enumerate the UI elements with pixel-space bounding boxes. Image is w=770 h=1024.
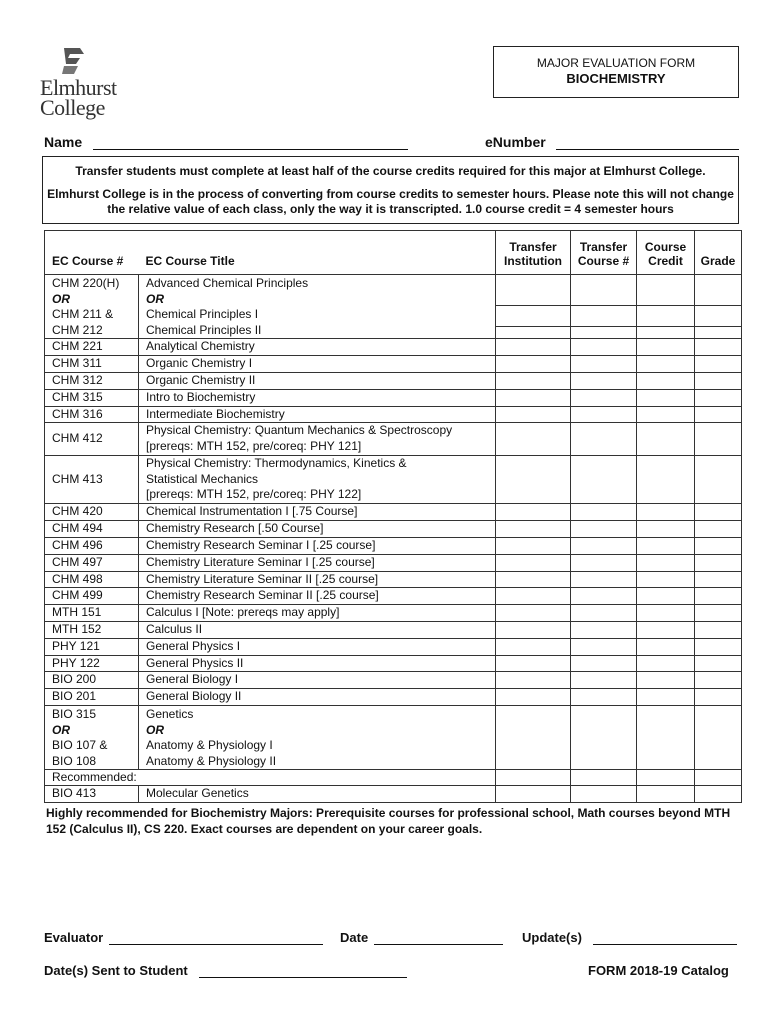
course-title: Advanced Chemical Principles <box>146 276 309 290</box>
updates-field[interactable] <box>593 944 737 945</box>
grade-cell[interactable] <box>695 504 742 521</box>
transfer-institution-cell[interactable] <box>496 423 571 456</box>
course-code: CHM 413 <box>45 455 139 503</box>
course-code: CHM 212 <box>52 322 103 337</box>
transfer-institution-cell[interactable] <box>496 621 571 638</box>
course-credit-cell[interactable] <box>637 504 695 521</box>
table-row <box>45 605 742 622</box>
table-row <box>45 571 742 588</box>
course-title <box>139 571 496 588</box>
course-table <box>44 230 742 803</box>
transfer-institution-cell[interactable] <box>496 372 571 389</box>
enumber-label: eNumber <box>485 134 546 150</box>
entry-slot[interactable] <box>637 275 694 306</box>
course-title <box>139 588 496 605</box>
recommended-row <box>45 770 742 786</box>
transfer-course-cell[interactable] <box>571 455 637 503</box>
course-code: CHM 221 <box>45 339 139 356</box>
transfer-course-cell[interactable] <box>571 770 637 786</box>
entry-slot[interactable] <box>695 275 741 306</box>
header-transfer-course: Transfer Course # <box>571 231 637 275</box>
date-label: Date <box>340 930 369 945</box>
entry-slot[interactable] <box>571 275 636 306</box>
course-credit-cell[interactable] <box>637 786 695 803</box>
course-title-line: Chemical Instrumentation I [.75 Course] <box>146 504 358 519</box>
course-code: BIO 107 & <box>52 738 108 753</box>
course-title <box>139 423 496 456</box>
table-row <box>45 705 742 769</box>
transfer-institution-cell[interactable] <box>496 504 571 521</box>
table-row <box>45 372 742 389</box>
course-code: CHM 220(H) <box>52 276 120 290</box>
grade-cell[interactable] <box>695 770 742 786</box>
entry-slot[interactable] <box>637 306 694 327</box>
course-credit-cell[interactable] <box>637 537 695 554</box>
course-title-line: Chemistry Research Seminar I [.25 course] <box>146 537 376 552</box>
course-credit-cell[interactable] <box>637 521 695 538</box>
evaluator-field[interactable] <box>109 944 323 945</box>
course-credit-cell[interactable] <box>637 770 695 786</box>
transfer-course-cell[interactable] <box>571 705 637 769</box>
notice-line-1: Transfer students must complete at least half of the course credits required for this major at Elmhurst College. <box>75 164 706 178</box>
transfer-institution-cell[interactable] <box>496 275 571 339</box>
grade-cell[interactable] <box>695 588 742 605</box>
enumber-field[interactable] <box>556 149 739 150</box>
course-code: BIO 413 <box>45 786 139 803</box>
transfer-course-cell[interactable] <box>571 423 637 456</box>
transfer-course-cell[interactable] <box>571 372 637 389</box>
grade-cell[interactable] <box>695 455 742 503</box>
grade-cell[interactable] <box>695 275 742 339</box>
course-title <box>139 455 496 503</box>
course-title-line: Intermediate Biochemistry <box>146 406 285 421</box>
course-code: BIO 200 <box>45 672 139 689</box>
transfer-institution-cell[interactable] <box>496 571 571 588</box>
course-credit-cell[interactable] <box>637 655 695 672</box>
course-code: CHM 312 <box>45 372 139 389</box>
course-title <box>139 655 496 672</box>
transfer-course-cell[interactable] <box>571 672 637 689</box>
table-row <box>45 389 742 406</box>
course-rows <box>45 339 742 706</box>
course-code: CHM 494 <box>45 521 139 538</box>
transfer-course-cell[interactable] <box>571 571 637 588</box>
course-credit-cell[interactable] <box>637 275 695 339</box>
name-label: Name <box>44 134 83 150</box>
course-title: Anatomy & Physiology II <box>146 753 277 768</box>
course-title <box>139 537 496 554</box>
table-row <box>45 689 742 706</box>
course-title <box>139 504 496 521</box>
course-credit-cell[interactable] <box>637 339 695 356</box>
grade-cell[interactable] <box>695 521 742 538</box>
transfer-course-cell[interactable] <box>571 339 637 356</box>
table-row <box>45 621 742 638</box>
logo-mark-icon <box>60 46 86 76</box>
grade-cell[interactable] <box>695 638 742 655</box>
transfer-institution-cell[interactable] <box>496 389 571 406</box>
course-title-line: General Biology I <box>146 672 239 687</box>
grade-cell[interactable] <box>695 655 742 672</box>
grade-cell[interactable] <box>695 571 742 588</box>
course-credit-cell[interactable] <box>637 705 695 769</box>
course-title-line: [prereqs: MTH 152, pre/coreq: PHY 122] <box>146 487 362 502</box>
course-title-line: Calculus II <box>146 621 203 636</box>
transfer-course-cell[interactable] <box>571 275 637 339</box>
course-credit-cell[interactable] <box>637 605 695 622</box>
course-credit-cell[interactable] <box>637 455 695 503</box>
course-credit-cell[interactable] <box>637 406 695 423</box>
form-title-box <box>493 46 739 98</box>
course-title: Chemical Principles II <box>146 322 262 337</box>
course-title-line: Physical Chemistry: Quantum Mechanics & Spectroscopy <box>146 423 453 438</box>
transfer-institution-cell[interactable] <box>496 339 571 356</box>
course-title-line: Organic Chemistry I <box>146 356 253 371</box>
transfer-institution-cell[interactable] <box>496 786 571 803</box>
transfer-course-cell[interactable] <box>571 504 637 521</box>
course-code: PHY 122 <box>45 655 139 672</box>
transfer-course-cell[interactable] <box>571 521 637 538</box>
course-code: BIO 201 <box>45 689 139 706</box>
course-code-cell <box>45 275 139 339</box>
table-row <box>45 455 742 503</box>
course-code: PHY 121 <box>45 638 139 655</box>
table-row <box>45 423 742 456</box>
or-label: OR <box>52 291 70 306</box>
transfer-institution-cell[interactable] <box>496 705 571 769</box>
course-title <box>139 672 496 689</box>
transfer-course-cell[interactable] <box>571 786 637 803</box>
course-code: CHM 498 <box>45 571 139 588</box>
form-type-title: MAJOR EVALUATION FORM <box>536 56 696 70</box>
course-code: CHM 412 <box>45 423 139 456</box>
course-title <box>139 605 496 622</box>
course-title-line: General Physics II <box>146 655 244 670</box>
or-label: OR <box>146 722 164 737</box>
transfer-course-cell[interactable] <box>571 554 637 571</box>
course-code-cell <box>45 705 139 769</box>
course-credit-cell[interactable] <box>637 672 695 689</box>
or-label: OR <box>146 291 164 306</box>
name-field[interactable] <box>93 149 408 150</box>
table-row <box>45 537 742 554</box>
transfer-institution-cell[interactable] <box>496 770 571 786</box>
table-row <box>45 406 742 423</box>
table-row <box>45 504 742 521</box>
course-title-line: Chemistry Literature Seminar II [.25 course] <box>146 571 379 586</box>
course-title-line: Calculus I [Note: prereqs may apply] <box>146 605 340 620</box>
course-title-line: General Physics I <box>146 638 241 653</box>
header-ec-course: EC Course # <box>45 231 139 275</box>
course-credit-cell[interactable] <box>637 554 695 571</box>
table-row <box>45 638 742 655</box>
grade-cell[interactable] <box>695 554 742 571</box>
course-title: Molecular Genetics <box>139 786 496 803</box>
course-credit-cell[interactable] <box>637 423 695 456</box>
course-title <box>139 389 496 406</box>
grade-cell[interactable] <box>695 356 742 373</box>
date-field[interactable] <box>374 944 503 945</box>
course-title-line: Physical Chemistry: Thermodynamics, Kinetics & <box>146 455 407 470</box>
table-row <box>45 554 742 571</box>
course-title <box>139 406 496 423</box>
course-title <box>139 521 496 538</box>
course-code: CHM 311 <box>45 356 139 373</box>
grade-cell[interactable] <box>695 423 742 456</box>
course-code: CHM 496 <box>45 537 139 554</box>
course-title <box>139 689 496 706</box>
grade-cell[interactable] <box>695 339 742 356</box>
course-code: CHM 211 & <box>52 307 114 322</box>
entry-slot[interactable] <box>496 306 570 327</box>
grade-cell[interactable] <box>695 406 742 423</box>
entry-slot[interactable] <box>695 306 741 327</box>
course-title-line: General Biology II <box>146 689 242 704</box>
grade-cell[interactable] <box>695 786 742 803</box>
transfer-course-cell[interactable] <box>571 537 637 554</box>
course-title-cell <box>139 275 496 339</box>
table-header-row <box>45 231 742 275</box>
course-code: BIO 315 <box>52 706 97 721</box>
course-title <box>139 554 496 571</box>
grade-cell[interactable] <box>695 605 742 622</box>
course-code: CHM 497 <box>45 554 139 571</box>
transfer-institution-cell[interactable] <box>496 554 571 571</box>
college-logo <box>40 46 140 120</box>
course-title-line: Chemistry Research [.50 Course] <box>146 521 324 536</box>
entry-slot[interactable] <box>571 306 636 327</box>
course-credit-cell[interactable] <box>637 638 695 655</box>
entry-slot[interactable] <box>496 275 570 306</box>
header-ec-title: EC Course Title <box>139 231 496 275</box>
course-code: CHM 420 <box>45 504 139 521</box>
recommended-label: Recommended: <box>45 770 496 786</box>
transfer-institution-cell[interactable] <box>496 672 571 689</box>
course-title-line: Statistical Mechanics <box>146 471 259 486</box>
course-title-line: Chemistry Literature Seminar I [.25 course] <box>146 554 375 569</box>
transfer-institution-cell[interactable] <box>496 605 571 622</box>
course-title <box>139 356 496 373</box>
recommendation-note: Highly recommended for Biochemistry Majors: Prerequisite courses for professional school, Math courses beyond MTH 152 (Calculus II), CS 220. Exact courses are dependent on your career goals. <box>46 806 731 836</box>
course-title-line: [prereqs: MTH 152, pre/coreq: PHY 121] <box>146 438 362 453</box>
course-title <box>139 638 496 655</box>
course-code: CHM 316 <box>45 406 139 423</box>
transfer-institution-cell[interactable] <box>496 406 571 423</box>
table-row <box>45 521 742 538</box>
transfer-institution-cell[interactable] <box>496 638 571 655</box>
transfer-course-cell[interactable] <box>571 689 637 706</box>
header-course-credit: Course Credit <box>637 231 695 275</box>
transfer-course-cell[interactable] <box>571 655 637 672</box>
course-title-line: Intro to Biochemistry <box>146 389 256 404</box>
course-title-line: Organic Chemistry II <box>146 372 256 387</box>
transfer-institution-cell[interactable] <box>496 455 571 503</box>
major-title: BIOCHEMISTRY <box>566 71 666 86</box>
grade-cell[interactable] <box>695 672 742 689</box>
or-label: OR <box>52 722 70 737</box>
logo-text-line1: Elmhurst <box>40 75 117 100</box>
transfer-course-cell[interactable] <box>571 356 637 373</box>
table-row <box>45 275 742 339</box>
transfer-institution-cell[interactable] <box>496 521 571 538</box>
table-row <box>45 356 742 373</box>
course-title <box>139 339 496 356</box>
logo-text-line2: College <box>40 95 105 120</box>
transfer-course-cell[interactable] <box>571 406 637 423</box>
evaluator-label: Evaluator <box>44 930 104 945</box>
transfer-institution-cell[interactable] <box>496 537 571 554</box>
transfer-course-cell[interactable] <box>571 588 637 605</box>
sent-to-student-label: Date(s) Sent to Student <box>44 963 188 978</box>
course-credit-cell[interactable] <box>637 588 695 605</box>
course-title-line: Analytical Chemistry <box>146 339 255 354</box>
course-credit-cell[interactable] <box>637 356 695 373</box>
table-row <box>45 588 742 605</box>
transfer-institution-cell[interactable] <box>496 689 571 706</box>
course-credit-cell[interactable] <box>637 621 695 638</box>
course-credit-cell[interactable] <box>637 689 695 706</box>
table-row <box>45 339 742 356</box>
grade-cell[interactable] <box>695 689 742 706</box>
course-title <box>139 372 496 389</box>
transfer-course-cell[interactable] <box>571 621 637 638</box>
grade-cell[interactable] <box>695 621 742 638</box>
course-code: CHM 315 <box>45 389 139 406</box>
course-code: CHM 499 <box>45 588 139 605</box>
notice-line-2: Elmhurst College is in the process of converting from course credits to semester hours. Please note this will not change the relative value of each class, only the way it is transcripted. 1.0 course credit = 4 semester hours <box>47 187 734 216</box>
course-title: Anatomy & Physiology I <box>146 738 273 753</box>
transfer-notice <box>42 156 739 224</box>
course-credit-cell[interactable] <box>637 571 695 588</box>
sent-to-student-field[interactable] <box>199 977 407 978</box>
course-code: MTH 152 <box>45 621 139 638</box>
course-code: MTH 151 <box>45 605 139 622</box>
course-credit-cell[interactable] <box>637 389 695 406</box>
course-title-line: Chemistry Research Seminar II [.25 course] <box>146 588 379 603</box>
table-row <box>45 655 742 672</box>
course-title-cell <box>139 705 496 769</box>
updates-label: Update(s) <box>522 930 582 945</box>
course-credit-cell[interactable] <box>637 372 695 389</box>
table-row <box>45 672 742 689</box>
header-transfer-institution: Transfer Institution <box>496 231 571 275</box>
header-grade: Grade <box>695 231 742 275</box>
table-row <box>45 786 742 803</box>
transfer-course-cell[interactable] <box>571 605 637 622</box>
course-title: Genetics <box>146 706 194 721</box>
grade-cell[interactable] <box>695 372 742 389</box>
transfer-course-cell[interactable] <box>571 638 637 655</box>
course-code: BIO 108 <box>52 753 97 768</box>
transfer-institution-cell[interactable] <box>496 588 571 605</box>
transfer-institution-cell[interactable] <box>496 655 571 672</box>
form-catalog-label: FORM 2018-19 Catalog <box>588 963 729 978</box>
grade-cell[interactable] <box>695 389 742 406</box>
transfer-course-cell[interactable] <box>571 389 637 406</box>
transfer-institution-cell[interactable] <box>496 356 571 373</box>
course-title <box>139 621 496 638</box>
course-title: Chemical Principles I <box>146 307 259 322</box>
grade-cell[interactable] <box>695 705 742 769</box>
grade-cell[interactable] <box>695 537 742 554</box>
